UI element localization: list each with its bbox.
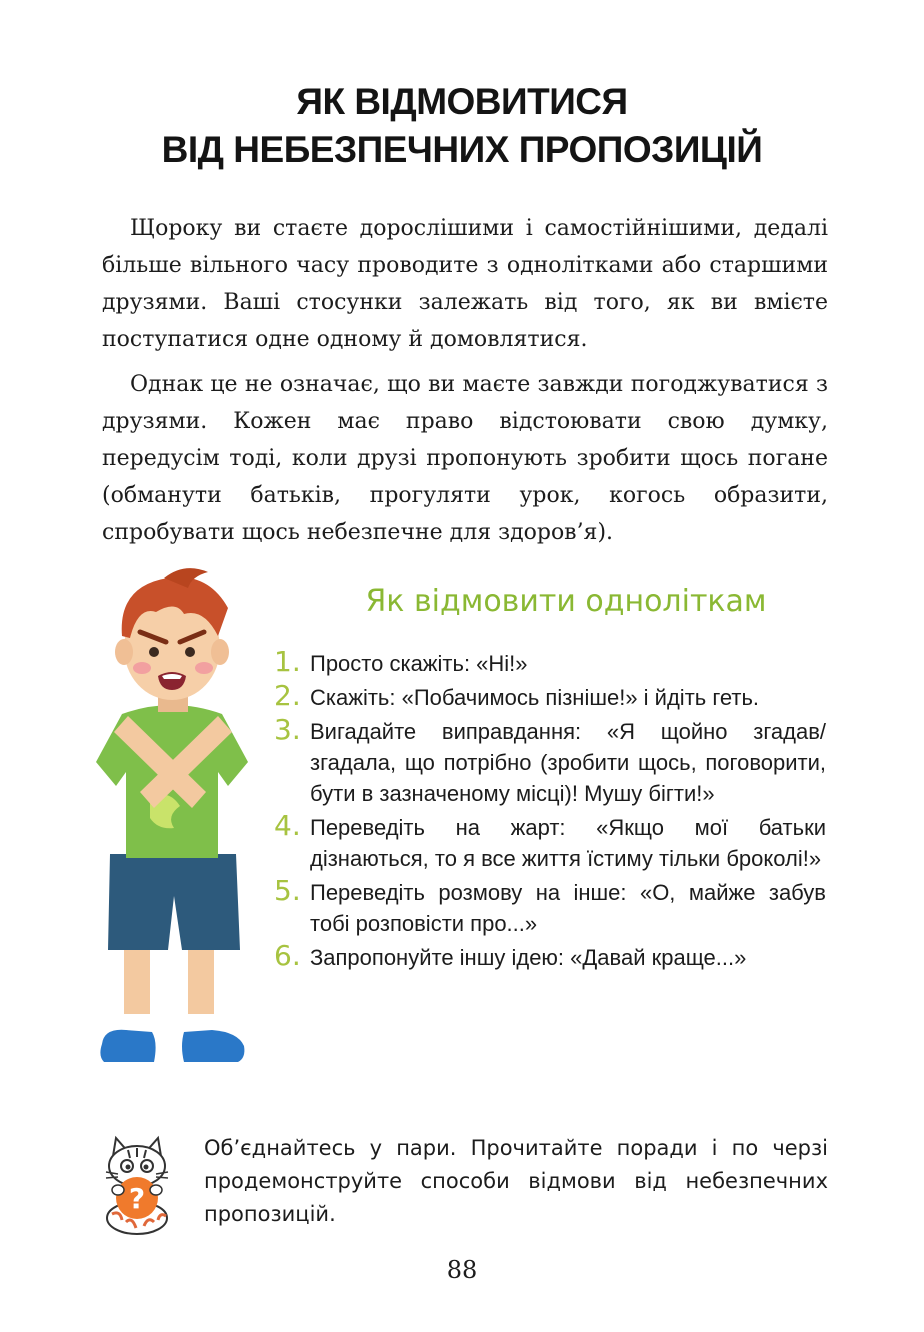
paragraph-1: Щороку ви стаєте дорослішими і самостійнішими, дедалі більше вільного часу проводите з однолітками або старшими друзями. Ваші стосунки залежать від того, як ви вмієте поступатися одне одному й домовлятися.	[102, 216, 828, 352]
title-line-1: ЯК ВІДМОВИТИСЯ	[296, 81, 628, 122]
list-text: Переведіть розмову на інше: «О, майже забув тобі розповісти про...»	[310, 880, 826, 936]
page-number: 88	[446, 1256, 478, 1284]
list-text: Переведіть на жарт: «Якщо мої батьки дізнаються, то я все життя їстиму тільки броколі!»	[310, 815, 826, 871]
tips-list	[270, 645, 826, 976]
list-text: Запропонуйте іншу ідею: «Давай краще...»	[310, 945, 747, 970]
boy-refusing-illustration	[88, 566, 258, 1072]
intro-text	[102, 210, 828, 551]
list-item	[270, 679, 826, 713]
list-text: Просто скажіть: «Ні!»	[310, 651, 528, 676]
list-number: 4.	[274, 809, 301, 842]
list-text: Скажіть: «Побачимось пізніше!» і йдіть геть.	[310, 685, 760, 710]
title-line-2: ВІД НЕБЕЗПЕЧНИХ ПРОПОЗИЦІЙ	[161, 129, 763, 170]
group-task	[204, 1132, 828, 1231]
list-item	[270, 939, 826, 973]
page-title	[0, 78, 924, 174]
list-item	[270, 645, 826, 679]
subhead: Як відмовити одноліткам	[365, 584, 767, 619]
list-number: 6.	[274, 939, 301, 972]
list-text: Вигадайте виправдання: «Я щойно згадав/згадала, що потрібно (зробити щось, поговорити, бути в зазначеному місці)! Мушу бігти!»	[310, 719, 826, 806]
list-number: 1.	[274, 645, 301, 678]
list-item	[270, 809, 826, 874]
list-number: 5.	[274, 874, 301, 907]
list-item	[270, 874, 826, 939]
list-number: 2.	[274, 679, 301, 712]
list-item	[270, 713, 826, 809]
task-text: Об’єднайтесь у пари. Прочитайте поради і по черзі продемонструйте способи відмови від небезпечних пропозицій.	[204, 1136, 828, 1226]
question-cat-icon	[100, 1132, 174, 1236]
svg-text:?: ?	[128, 1182, 146, 1215]
list-number: 3.	[274, 713, 301, 746]
paragraph-2: Однак це не означає, що ви маєте завжди погоджуватися з друзями. Кожен має право відстоювати свою думку, передусім тоді, коли друзі пропонують зробити щось погане (обманути батьків, прогуляти урок, когось образити, спробувати щось небезпечне для здоров’я).	[102, 372, 828, 545]
